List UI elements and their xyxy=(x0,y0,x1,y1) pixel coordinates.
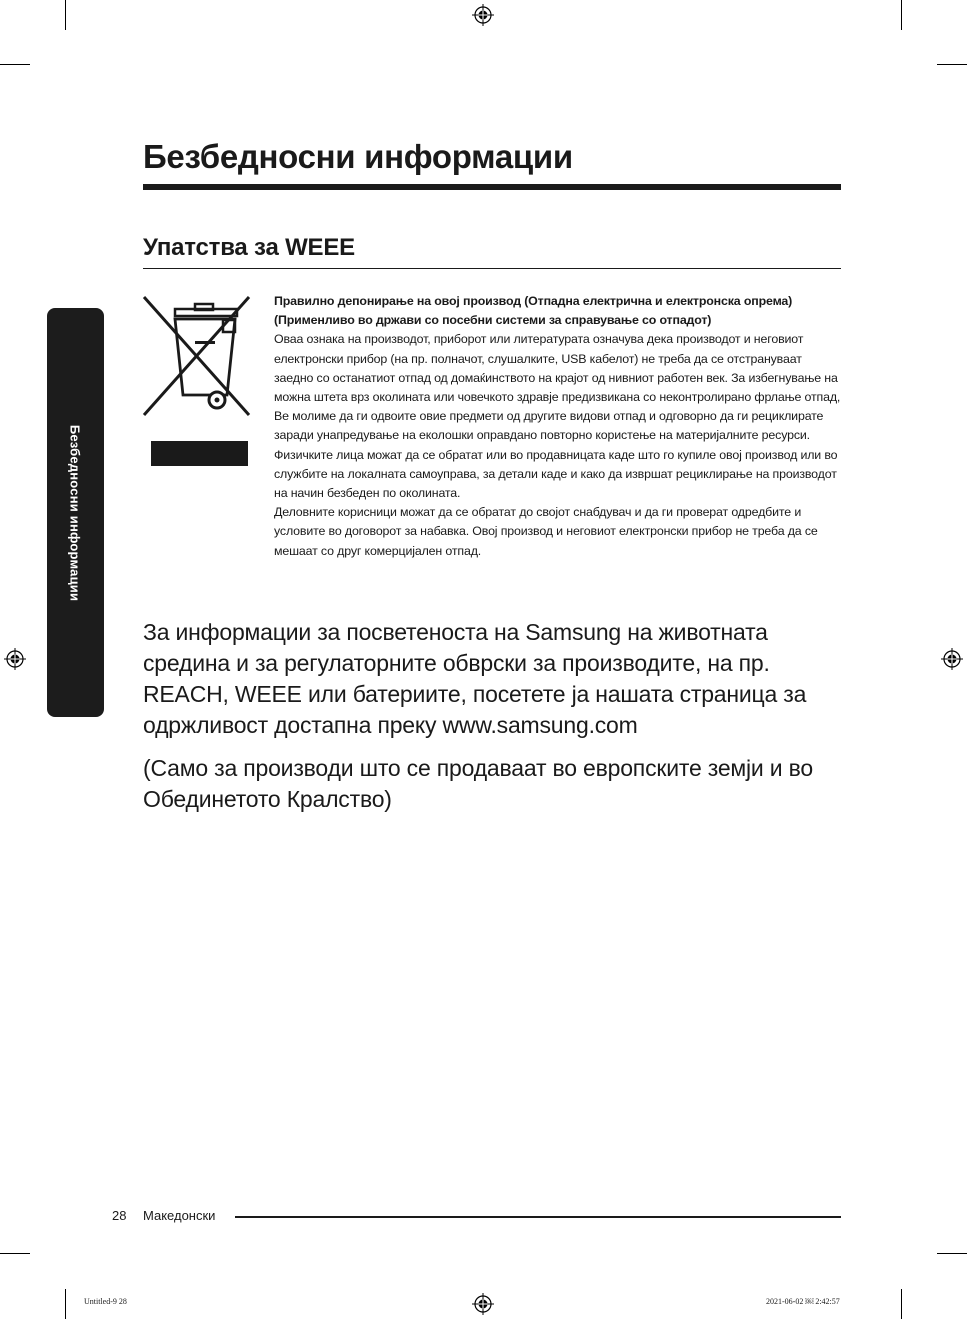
crop-mark-bottom-left-v xyxy=(65,1289,66,1319)
crop-mark-top-right-v xyxy=(901,0,902,30)
crop-mark-top-right-h xyxy=(937,64,967,65)
print-slug-left: Untitled-9 28 xyxy=(84,1297,127,1306)
crop-mark-bottom-right-v xyxy=(901,1289,902,1319)
section-divider xyxy=(143,268,841,269)
environment-info-block xyxy=(143,617,843,827)
chapter-side-tab xyxy=(47,308,104,717)
registration-mark-icon xyxy=(4,648,26,670)
page-number: 28 xyxy=(112,1208,127,1223)
print-slug-right: 2021-06-02 ￼ 2:42:57 xyxy=(766,1297,840,1306)
weee-heading-line1: Правилно депонирање на овој производ (Отпадна електрична и електронска опрема) xyxy=(274,294,793,308)
chapter-side-tab-label: Безбедносни информации xyxy=(67,424,83,602)
crop-mark-bottom-right-h xyxy=(937,1253,967,1254)
registration-mark-icon xyxy=(941,648,963,670)
registration-mark-icon xyxy=(472,1293,494,1315)
page-title: Безбедносни информации xyxy=(143,138,573,175)
crop-mark-bottom-left-h xyxy=(0,1253,30,1254)
crop-mark-top-left-h xyxy=(0,64,30,65)
title-divider xyxy=(143,184,841,190)
weee-heading-line2: (Применливо во држави со посебни системи за справување со отпадот) xyxy=(274,313,712,328)
crop-mark-top-left-v xyxy=(65,0,66,30)
crossed-out-wheelie-bin-icon xyxy=(141,293,251,469)
weee-text-block xyxy=(274,292,844,561)
footer-language: Македонски xyxy=(143,1208,216,1223)
weee-paragraph: Деловните корисници можат да се обратат до својот снабдувач и да ги проверат одредбите и условите во договорот за набавка. Овој производ и неговиот електронски прибор не треба да се мешаат со друг комерцијален отпад. xyxy=(274,505,818,558)
weee-paragraph: Оваа ознака на производот, приборот или литературата означува дека производот и неговиот електронски прибор (на пр. полначот, слушалките, USB кабелот) не треба да се отстрануваат заедно со останатиот отпад од домаќинството на крајот од нивниот работен век. За избегнување на можна штета врз околината или човечкото здравје предизвикана со неконтролирано фрлање отпад, Ве молиме да ги одвоите овие предмети од другите видови отпад и одговорно да ги рециклирате заради унапредување на еколошки оправдано повторно користење на материјалните ресурси. xyxy=(274,332,841,443)
section-title: Упатства за WEEE xyxy=(143,234,355,261)
footer-divider xyxy=(235,1216,841,1218)
region-note-paragraph: (Само за производи што се продаваат во европските земји и во Обединетото Кралство) xyxy=(143,755,813,812)
registration-mark-icon xyxy=(472,4,494,26)
environment-info-paragraph: За информации за посветеноста на Samsung на животната средина и за регулаторните обврски за производите, на пр. REACH, WEEE или батериите, посетете ја нашата страница за одржливост достапна преку www.samsung.com xyxy=(143,619,807,738)
weee-paragraph: Физичките лица можат да се обратат или во продавницата каде што го купиле овој производ или во службите на локалната самоуправа, за детали каде и како да извршат рециклирање на производот на начин безбеден по околината. xyxy=(274,447,838,501)
